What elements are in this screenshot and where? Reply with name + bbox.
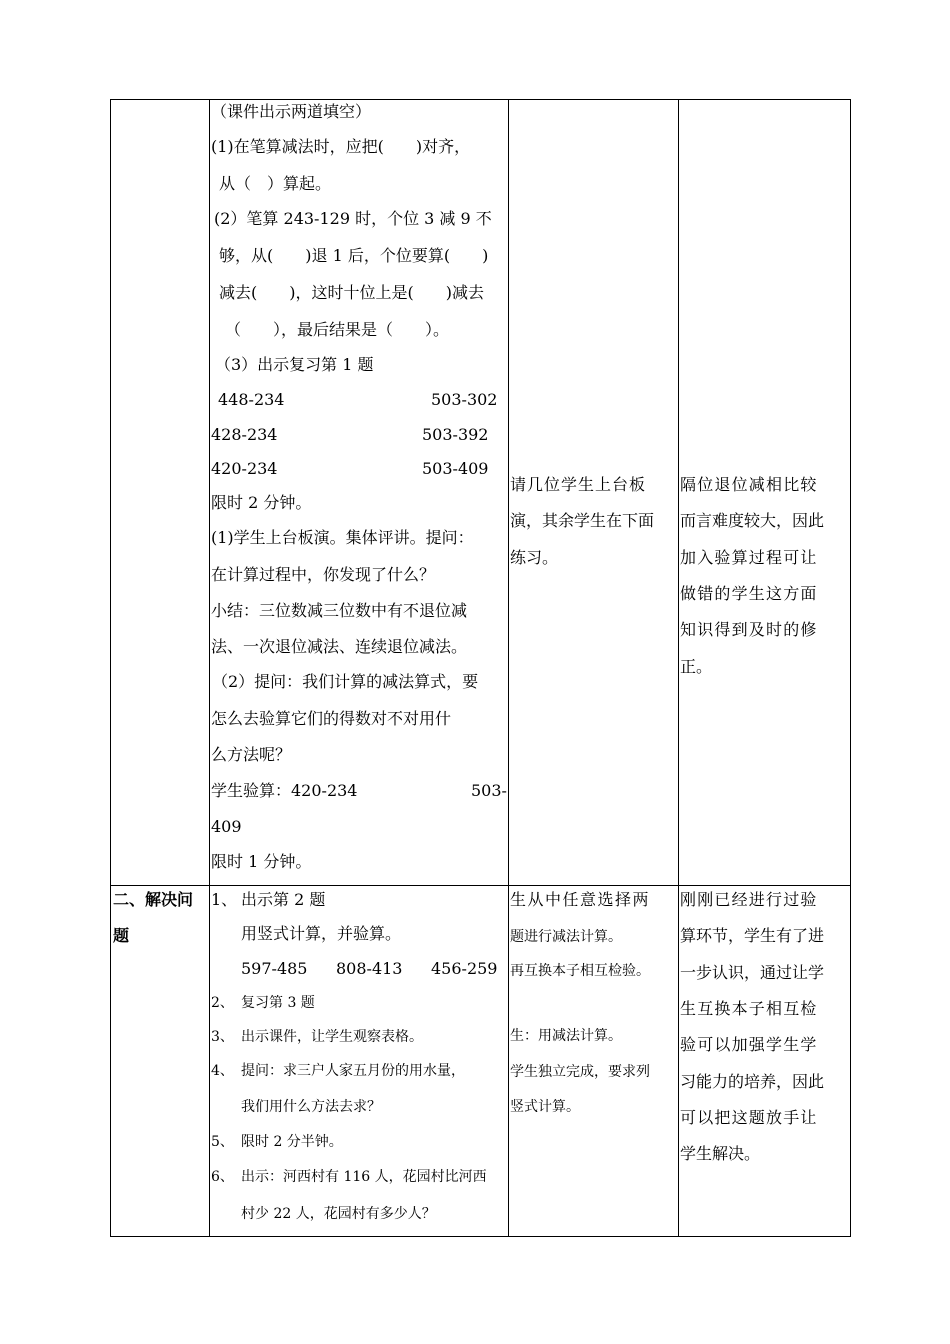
table-border-right <box>850 99 851 1237</box>
row2-student-cell <box>510 886 677 1236</box>
text-line: 么方法呢？ <box>211 745 292 764</box>
table-border-bottom <box>110 1236 851 1237</box>
text-line: 409 <box>211 817 242 836</box>
text-line: 正。 <box>680 657 713 676</box>
row2-activity-cell <box>211 886 507 1236</box>
text-line: 刚刚已经进行过验 <box>680 890 818 909</box>
list-item: 用竖式计算，并验算。 <box>241 924 402 943</box>
text-line: 做错的学生这方面 <box>680 584 818 603</box>
list-item: 出示第 2 题 <box>241 890 326 909</box>
text-line: （3）出示复习第 1 题 <box>215 355 374 374</box>
text-line: 再互换本子相互检验。 <box>510 963 650 979</box>
calc-expression: 808-413 <box>336 959 403 978</box>
text-line: 小结：三位数减三位数中有不退位减 <box>211 601 468 620</box>
row1-student-cell <box>510 99 677 885</box>
calc-expression: 448-234 <box>218 390 285 409</box>
text-line: 可以把这题放手让 <box>680 1108 818 1127</box>
section-heading: 题 <box>113 926 130 945</box>
text-line: 限时 2 分钟。 <box>211 493 312 512</box>
list-item: 提问：求三户人家五月份的用水量， <box>241 1063 465 1079</box>
text-line: 生：用减法计算。 <box>510 1028 622 1044</box>
text-line: 够，从( )退 1 后，个位要算( ) <box>219 246 489 265</box>
column-divider-3 <box>678 99 679 1237</box>
calc-expression: 597-485 <box>241 959 308 978</box>
text-line: 减去( )，这时十位上是( )减去 <box>219 283 484 302</box>
list-item: 村少 22 人，花园村有多少人？ <box>241 1206 436 1222</box>
text-line: 加入验算过程可让 <box>680 548 818 567</box>
text-line: 生从中任意选择两 <box>510 890 651 909</box>
text-line: 在计算过程中，你发现了什么？ <box>211 565 436 584</box>
text-line: 请几位学生上台板 <box>510 475 647 494</box>
list-number: 2、 <box>211 995 234 1011</box>
text-line: 验可以加强学生学 <box>680 1035 818 1054</box>
lesson-plan-table <box>110 99 851 1237</box>
text-line: 生互换本子相互检 <box>680 999 818 1018</box>
text-line: 法、一次退位减法、连续退位减法。 <box>211 637 468 656</box>
list-item: 出示：河西村有 116 人，花园村比河西 <box>241 1169 487 1185</box>
text-line: (2）笔算 243-129 时，个位 3 减 9 不 <box>214 209 492 228</box>
row1-intent-cell <box>680 99 850 885</box>
row1-activity-cell <box>211 99 507 885</box>
list-item: 出示课件，让学生观察表格。 <box>241 1029 423 1045</box>
list-item: 复习第 3 题 <box>241 995 315 1011</box>
text-line: 隔位退位减相比较 <box>680 475 818 494</box>
text-line: 从（ ）算起。 <box>219 174 332 193</box>
column-divider-2 <box>508 99 509 1237</box>
text-line: （课件出示两道填空） <box>211 102 372 121</box>
section-heading: 二、解决问 <box>113 890 194 909</box>
list-item: 我们用什么方法去求？ <box>241 1099 381 1115</box>
row2-intent-cell <box>680 886 850 1236</box>
text-line: 一步认识，通过让学 <box>680 963 825 982</box>
text-line: 而言难度较大，因此 <box>680 511 825 530</box>
text-line: 学生解决。 <box>680 1144 761 1163</box>
list-item: 限时 2 分半钟。 <box>241 1134 343 1150</box>
section-heading-cell <box>111 886 209 1236</box>
list-number: 1、 <box>211 890 238 909</box>
text-line: (1)在笔算减法时，应把( )对齐， <box>211 137 471 156</box>
text-line: 学生验算：420-234 <box>211 781 358 800</box>
calc-expression: 503-302 <box>431 390 498 409</box>
text-line: 知识得到及时的修 <box>680 620 818 639</box>
calc-expression: 503-409 <box>422 459 489 478</box>
text-line: 竖式计算。 <box>510 1099 580 1115</box>
list-number: 3、 <box>211 1029 234 1045</box>
text-line: 限时 1 分钟。 <box>211 852 312 871</box>
text-line: 演，其余学生在下面 <box>510 511 655 530</box>
column-divider-1 <box>209 99 210 1237</box>
list-number: 6、 <box>211 1169 234 1185</box>
text-line: 学生独立完成，要求列 <box>510 1064 650 1080</box>
text-line: 习能力的培养，因此 <box>680 1072 825 1091</box>
text-line: 503- <box>471 781 507 800</box>
calc-expression: 420-234 <box>211 459 278 478</box>
list-number: 5、 <box>211 1134 234 1150</box>
text-line: 练习。 <box>510 548 559 567</box>
text-line: 题进行减法计算。 <box>510 929 622 945</box>
text-line: （ ），最后结果是（ ）。 <box>225 320 450 339</box>
text-line: 怎么去验算它们的得数对不对用什 <box>211 709 452 728</box>
text-line: （2）提问：我们计算的减法算式，要 <box>212 672 479 691</box>
text-line: 算环节，学生有了进 <box>680 926 825 945</box>
calc-expression: 503-392 <box>422 425 489 444</box>
text-line: (1)学生上台板演。集体评讲。提问： <box>211 528 474 547</box>
calc-expression: 428-234 <box>211 425 278 444</box>
calc-expression: 456-259 <box>431 959 498 978</box>
list-number: 4、 <box>211 1063 234 1079</box>
